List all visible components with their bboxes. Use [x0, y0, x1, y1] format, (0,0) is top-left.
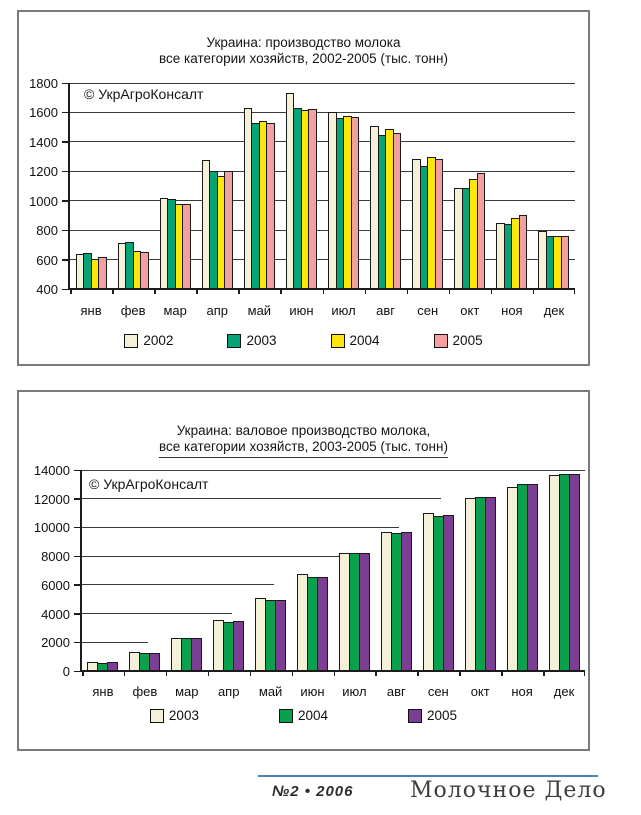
y-axis-label: 6000: [41, 577, 70, 593]
legend-swatch-2005: [408, 709, 422, 723]
y-axis-label: 1800: [29, 76, 58, 91]
magazine-logo: Молочное Дело: [410, 778, 607, 803]
y-axis-line: [80, 470, 82, 672]
x-axis-tick: [365, 289, 367, 294]
gridline-1600: [70, 112, 575, 113]
x-axis-label: сен: [417, 303, 439, 318]
y-axis-tick: [74, 584, 80, 586]
y-axis-label: 8000: [41, 549, 70, 565]
x-axis-tick: [417, 671, 419, 676]
bar-2005-апр: [233, 621, 244, 671]
bar-2005-окт: [477, 173, 486, 289]
x-axis-tick: [238, 289, 240, 294]
gridline-1800: [70, 83, 575, 84]
gridline-10000: [82, 527, 399, 528]
x-axis-label: авг: [386, 684, 406, 699]
gridline-6000: [82, 584, 274, 585]
legend-item-2005: [408, 708, 457, 723]
x-axis-label: май: [247, 303, 272, 318]
chart2-title-line2: все категории хозяйств, 2003-2005 (тыс. тонн): [159, 439, 448, 458]
y-axis-tick: [62, 230, 68, 232]
x-axis-tick: [491, 289, 493, 294]
x-axis-label: фев: [132, 684, 158, 699]
y-axis-label: 2000: [41, 635, 70, 651]
y-axis-label: 4000: [41, 606, 70, 622]
legend-label-2002: 2002: [143, 333, 174, 348]
legend-label-2003: 2003: [246, 333, 277, 348]
footer-divider: [258, 775, 598, 777]
x-axis-label: фев: [120, 303, 146, 318]
x-axis-tick: [70, 289, 72, 294]
bar-2005-янв: [98, 257, 107, 289]
bar-2005-сен: [435, 159, 444, 289]
y-axis-label: 1400: [29, 134, 58, 150]
y-axis-label: 600: [36, 252, 58, 268]
legend-item-2004: [279, 708, 328, 723]
x-axis-label: май: [258, 684, 283, 699]
bar-2005-мар: [182, 204, 191, 289]
x-axis-tick: [459, 671, 461, 676]
legend-item-2004: [331, 333, 380, 348]
legend-swatch-2003: [150, 709, 164, 723]
legend-item-2005: [434, 333, 483, 348]
legend-swatch-2004: [331, 334, 345, 348]
x-axis-tick: [196, 289, 198, 294]
x-axis-tick: [574, 289, 576, 294]
bar-2005-фев: [149, 653, 160, 671]
x-axis-label: окт: [460, 303, 480, 318]
bar-2005-дек: [569, 474, 580, 671]
x-axis-tick: [112, 289, 114, 294]
y-axis-tick: [74, 527, 80, 529]
x-axis-tick: [375, 671, 377, 676]
x-axis-tick: [334, 671, 336, 676]
copyright-watermark: © УкрАгроКонсалт: [89, 476, 209, 492]
legend-label-2004: 2004: [297, 708, 329, 723]
chart-panel-monthly-production: [17, 10, 590, 366]
y-axis-tick: [62, 171, 68, 173]
y-axis-tick: [74, 642, 80, 644]
legend-item-2003: [150, 708, 199, 723]
y-axis-label: 12000: [33, 491, 70, 507]
bar-2005-фев: [140, 252, 149, 289]
legend-item-2003: [227, 333, 276, 348]
chart2-title-line1: Украина: валовое производство молока,: [176, 423, 431, 438]
bar-2005-июл: [351, 117, 360, 289]
chart-panel-cumulative-production: [17, 390, 590, 751]
legend-swatch-2004: [279, 709, 293, 723]
bar-2005-ноя: [527, 484, 538, 671]
x-axis-tick: [166, 671, 168, 676]
x-axis-label: апр: [217, 684, 240, 699]
bar-2005-окт: [485, 497, 496, 671]
legend-label-2005: 2005: [452, 333, 483, 348]
gridline-4000: [82, 613, 232, 614]
gridline-8000: [82, 556, 358, 557]
bar-2005-апр: [224, 171, 233, 289]
bar-2005-май: [266, 123, 275, 289]
x-axis-tick: [543, 671, 545, 676]
y-axis-line: [68, 83, 70, 290]
x-axis-tick: [407, 289, 409, 294]
x-axis-tick: [449, 289, 451, 294]
page-footer: [0, 770, 641, 815]
y-axis-tick: [62, 83, 68, 85]
x-axis-label: авг: [376, 303, 396, 318]
y-axis-tick: [62, 112, 68, 114]
y-axis-tick: [62, 259, 68, 261]
x-axis-label: ноя: [511, 684, 533, 699]
issue-number: №2 • 2006: [272, 783, 354, 800]
gridline-14000: [82, 470, 585, 471]
x-axis-tick: [280, 289, 282, 294]
y-axis-tick: [62, 200, 68, 202]
x-axis-tick: [584, 671, 586, 676]
x-axis-label: мар: [163, 303, 187, 318]
y-axis-tick: [74, 498, 80, 500]
bar-2005-авг: [393, 133, 402, 289]
chart1-title-line2: все категории хозяйств, 2002-2005 (тыс. тонн): [159, 51, 448, 66]
bar-2005-мар: [191, 638, 202, 671]
plot-area-monthly: [29, 76, 575, 318]
y-axis-tick: [74, 671, 80, 673]
x-axis-tick: [124, 671, 126, 676]
y-axis-label: 10000: [33, 520, 70, 536]
bar-2005-ноя: [519, 215, 528, 289]
x-axis-tick: [154, 289, 156, 294]
legend-swatch-2005: [434, 334, 448, 348]
legend-label-2003: 2003: [168, 708, 199, 723]
bar-2005-июн: [308, 109, 317, 289]
x-axis-tick: [323, 289, 325, 294]
y-axis-label: 1600: [29, 105, 58, 121]
gridline-2000: [82, 642, 148, 643]
x-axis-tick: [501, 671, 503, 676]
y-axis-label: 400: [36, 282, 58, 297]
y-axis-tick: [74, 470, 80, 472]
y-axis-tick: [74, 556, 80, 558]
chart2-legend: [19, 708, 588, 723]
x-axis-label: июл: [331, 303, 356, 318]
y-axis-label: 14000: [33, 463, 70, 478]
x-axis-label: июл: [342, 684, 367, 699]
bar-2005-сен: [443, 515, 454, 671]
chart1-legend: [19, 333, 588, 348]
gridline-1400: [70, 141, 575, 142]
x-axis-tick: [208, 671, 210, 676]
x-axis-label: июн: [289, 303, 314, 318]
bar-2005-май: [275, 600, 286, 671]
chart1-title: [19, 35, 588, 67]
y-axis-label: 800: [36, 223, 58, 239]
y-axis-label: 1000: [29, 193, 58, 209]
legend-swatch-2003: [227, 334, 241, 348]
gridline-1000: [70, 200, 575, 201]
x-axis-label: дек: [553, 684, 575, 699]
bar-2005-июн: [317, 577, 328, 671]
x-axis-label: мар: [175, 684, 199, 699]
y-axis-label: 0: [62, 664, 70, 679]
x-axis-label: окт: [470, 684, 490, 699]
x-axis-label: июн: [300, 684, 325, 699]
legend-item-2002: [124, 333, 173, 348]
bar-2005-июл: [359, 553, 370, 671]
chart2-title: [19, 423, 588, 458]
x-axis-tick: [82, 671, 84, 676]
x-axis-label: дек: [543, 303, 565, 318]
plot-area-cumulative: [33, 463, 585, 699]
y-axis-tick: [74, 613, 80, 615]
legend-label-2004: 2004: [349, 333, 380, 348]
copyright-watermark: © УкрАгроКонсалт: [84, 86, 204, 102]
chart1-title-line1: Украина: производство молока: [206, 35, 401, 50]
x-axis-tick: [292, 671, 294, 676]
x-axis-label: янв: [92, 684, 114, 699]
x-axis-label: янв: [80, 303, 102, 318]
gridline-1200: [70, 171, 575, 172]
x-axis-label: ноя: [501, 303, 523, 318]
legend-swatch-2002: [124, 334, 138, 348]
x-axis-tick: [533, 289, 535, 294]
y-axis-tick: [62, 289, 68, 291]
y-axis-tick: [62, 141, 68, 143]
legend-label-2005: 2005: [427, 708, 458, 723]
bar-2005-янв: [107, 662, 118, 671]
y-axis-label: 1200: [29, 164, 58, 180]
x-axis-tick: [250, 671, 252, 676]
gridline-12000: [82, 498, 441, 499]
x-axis-label: апр: [206, 303, 229, 318]
bar-2005-дек: [561, 236, 570, 289]
bar-2005-авг: [401, 532, 412, 671]
x-axis-label: сен: [427, 684, 449, 699]
